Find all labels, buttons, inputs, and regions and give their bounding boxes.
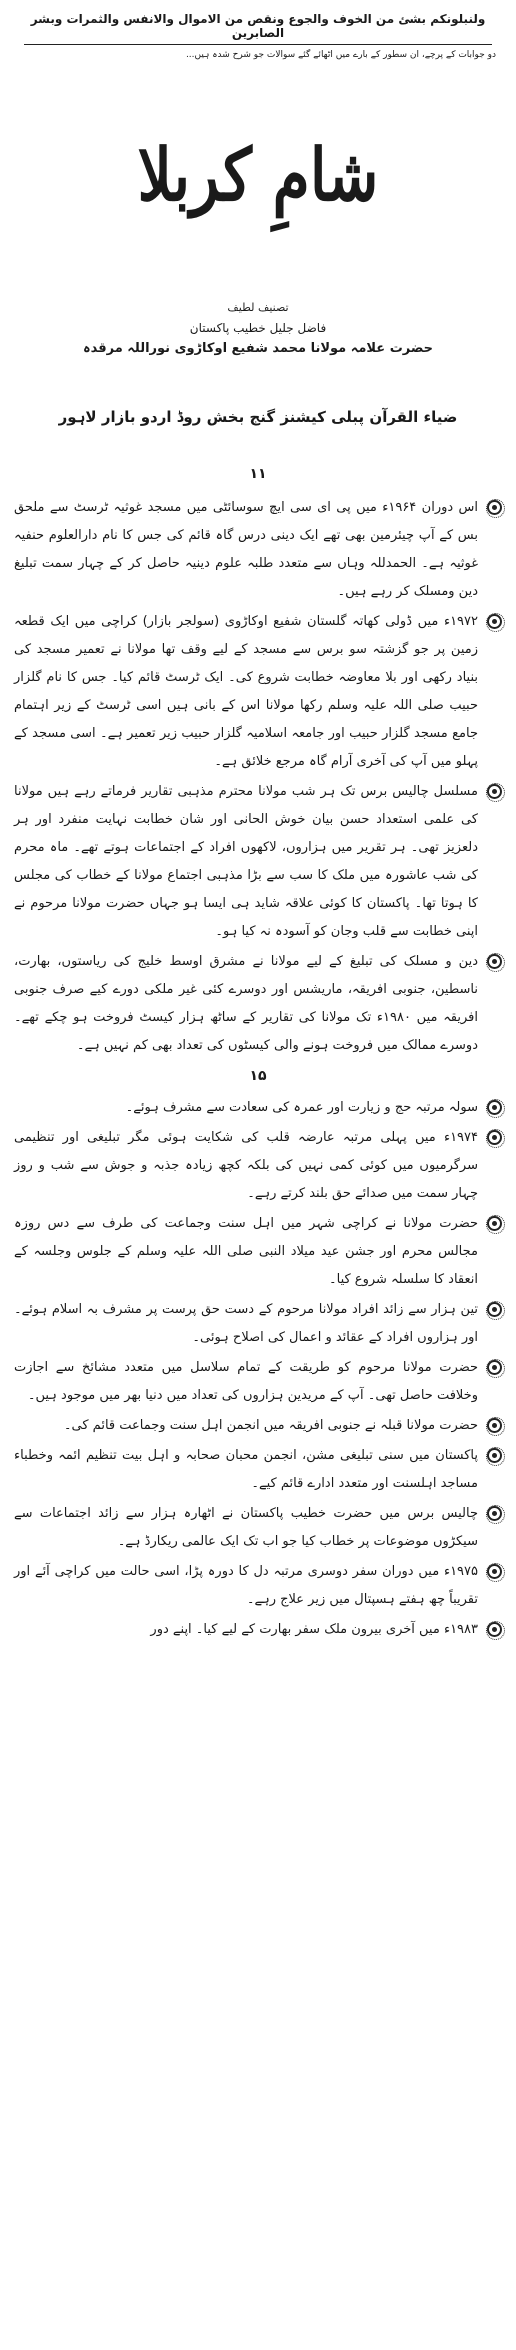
item-text: چالیس برس میں حضرت خطیب پاکستان نے اٹھارہ ہزار سے زائد اجتماعات سے سیکڑوں موضوعات پر خطاب کیا جو اب تک ایک عالمی ریکارڈ ہے۔ bbox=[14, 1506, 478, 1549]
arabic-verse-header: ولنبلونكم بشئ من الخوف والجوع ونقص من الاموال والانفس والثمرات وبشر الصابرين bbox=[30, 12, 486, 40]
item-text: ۱۹۸۳ء میں آخری بیرون ملک سفر بھارت کے لیے کیا۔ اپنے دور bbox=[150, 1622, 478, 1637]
page-number-second: ۱۵ bbox=[249, 1068, 267, 1084]
item-text: سولہ مرتبہ حج و زیارت اور عمرہ کی سعادت سے مشرف ہوئے۔ bbox=[125, 1100, 478, 1115]
item-text: دین و مسلک کی تبلیغ کے لیے مولانا نے مشرق اوسط خلیج کی ریاستوں، بھارت، ناسطین، جنوبی افریقہ، ماریشس اور دوسرے کئی غیر ملکی دورے کیے صرف جنوبی افریقہ میں ۱۹۸۰ء تک مولانا کی تقاریر کے ساٹھ ہزار کیسٹ فروخت ہو چکے تھے۔ دوسرے ممالک میں فروخت ہونے والی کیسٹوں کی تعداد بھی کم نہیں ہے۔ bbox=[14, 954, 478, 1053]
book-title: شامِ کربلا bbox=[137, 134, 379, 218]
publisher-line: ضیاء القرآن پبلی کیشنز گنج بخش روڈ اردو بازار لاہور bbox=[58, 408, 458, 426]
bullet-icon bbox=[487, 1506, 502, 1521]
bullet-icon bbox=[487, 1100, 502, 1115]
bullet-icon bbox=[487, 1564, 502, 1579]
bullet-icon bbox=[487, 1360, 502, 1375]
item-text: ۱۹۷۵ء میں دوران سفر دوسری مرتبہ دل کا دورہ پڑا، اسی حالت میں کراچی آئے اور تقریباً چھ ہفتے ہسپتال میں زیر علاج رہے۔ bbox=[14, 1564, 478, 1607]
page-number-first: ۱۱ bbox=[249, 466, 267, 482]
subtitle: تصنیف لطیف bbox=[227, 301, 289, 314]
author-epithet: فاضل جلیل خطیب پاکستان bbox=[189, 321, 327, 335]
list-item bbox=[14, 1442, 502, 1498]
bullet-icon bbox=[487, 954, 502, 969]
item-text: ۱۹۷۴ء میں پہلی مرتبہ عارضہ قلب کی شکایت ہوئی مگر تبلیغی اور تنظیمی سرگرمیوں میں کوئی کمی نہیں کی بلکہ کچھ زیادہ جذبہ و جوش سے شب و روز چہار سمت میں صدائے حق بلند کرتے رہے۔ bbox=[14, 1130, 478, 1201]
bullet-icon bbox=[487, 1130, 502, 1145]
item-text: مسلسل چالیس برس تک ہر شب مولانا محترم مذہبی تقاریر فرماتے رہے ہیں مولانا کی علمی استعداد حسن بیان خوش الحانی اور شان خطابت نہایت منفرد اور ہر دلعزیز تھی۔ ہر تقریر میں ہزاروں، لاکھوں افراد کے اجتماعات ہوتے تھے۔ ماہ محرم کی شب عاشورہ میں ملک کا سب سے بڑا مذہبی اجتماع مولانا کے خطاب کی مجلس کا ہوتا تھا۔ پاکستان کا کوئی علاقہ شاید ہی ایسا ہو جہاں حضرت مولانا مرحوم نے اپنی خطابت سے قلب وجان کو آسودہ نہ کیا ہو۔ bbox=[14, 784, 478, 939]
bullet-icon bbox=[487, 1216, 502, 1231]
list-item bbox=[14, 778, 502, 946]
list-item bbox=[14, 1210, 502, 1294]
list-item bbox=[14, 608, 502, 776]
list-item bbox=[14, 1124, 502, 1208]
list-item bbox=[14, 494, 502, 606]
bullet-icon bbox=[487, 1448, 502, 1463]
item-text: پاکستان میں سنی تبلیغی مشن، انجمن محبان صحابہ و اہل بیت تنظیم ائمہ وخطباء مساجد اہلسنت اور متعدد ادارے قائم کیے۔ bbox=[14, 1448, 478, 1491]
bullet-icon bbox=[487, 784, 502, 799]
list-item bbox=[14, 1354, 502, 1410]
bullet-icon bbox=[487, 1622, 502, 1637]
bullet-icon bbox=[487, 1418, 502, 1433]
item-text: اس دوران ۱۹۶۴ء میں پی ای سی ایچ سوسائٹی میں مسجد غوثیہ ٹرسٹ سے ملحق بس کے آپ چیئرمین بھی تھے ایک دینی درس گاہ قائم کی جس کا نام دارالعلوم حنفیہ غوثیہ ہے۔ الحمدللہ وہاں سے متعدد طلبہ علوم دینیہ حاصل کر کے چہار سمت تبلیغ دین ومسلک کر رہے ہیں۔ bbox=[14, 500, 479, 599]
bullet-icon bbox=[487, 614, 502, 629]
list-item bbox=[14, 1500, 502, 1556]
item-text: حضرت مولانا مرحوم کو طریقت کے تمام سلاسل میں متعدد مشائخ سے اجازت وخلافت حاصل تھی۔ آپ کے مریدین ہزاروں کی تعداد میں دنیا بھر میں موجود ہیں۔ bbox=[14, 1360, 478, 1403]
list-item bbox=[14, 948, 502, 1060]
bullet-icon bbox=[487, 500, 502, 515]
intro-note: دو جوابات کے پرچے، ان سطور کے بارے میں اٹھائے گئے سوالات جو شرح شدہ ہیں... bbox=[185, 50, 496, 60]
item-text: تین ہزار سے زائد افراد مولانا مرحوم کے دست حق پرست پر مشرف بہ اسلام ہوئے۔ اور ہزاروں افراد کے عقائد و اعمال کی اصلاح ہوئی۔ bbox=[14, 1302, 478, 1345]
list-item bbox=[14, 1094, 502, 1122]
list-item bbox=[14, 1412, 502, 1440]
item-text: حضرت مولانا قبلہ نے جنوبی افریقہ میں انجمن اہل سنت وجماعت قائم کی۔ bbox=[63, 1418, 478, 1433]
bullet-icon bbox=[487, 1302, 502, 1317]
list-item bbox=[14, 1558, 502, 1614]
list-item bbox=[14, 1616, 502, 1644]
list-item bbox=[14, 1296, 502, 1352]
item-text: حضرت مولانا نے کراچی شہر میں اہل سنت وجماعت کی طرف سے دس روزہ مجالس محرم اور جشن عید میلاد النبی صلی اللہ علیہ وسلم کے جلوس وجلسہ کے انعقاد کا سلسلہ شروع کیا۔ bbox=[14, 1216, 478, 1287]
item-text: ۱۹۷۲ء میں ڈولی کھاتہ گلستان شفیع اوکاڑوی (سولجر بازار) کراچی میں ایک قطعہ زمین پر جو گزشتہ سو برس سے مسجد کے لیے وقف تھا مولانا نے تعمیر مسجد کی بنیاد رکھی اور بلا معاوضہ خطابت شروع کی۔ ایک ٹرسٹ قائم کیا۔ جس کا نام گلزار حبیب صلی اللہ علیہ وسلم رکھا مولانا اس کے بانی ہیں اسی ٹرسٹ کے زیر اہتمام جامع مسجد گلزار حبیب اور جامعہ اسلامیہ گلزار حبیب زیر تعمیر ہے۔ اسی مسجد کے پہلو میں آپ کی آخری آرام گاہ مرجع خلائق ہے۔ bbox=[14, 614, 478, 769]
header-rule bbox=[24, 44, 492, 45]
author-name: حضرت علامہ مولانا محمد شفیع اوکاڑوی نوراللہ مرقدہ bbox=[82, 341, 434, 356]
